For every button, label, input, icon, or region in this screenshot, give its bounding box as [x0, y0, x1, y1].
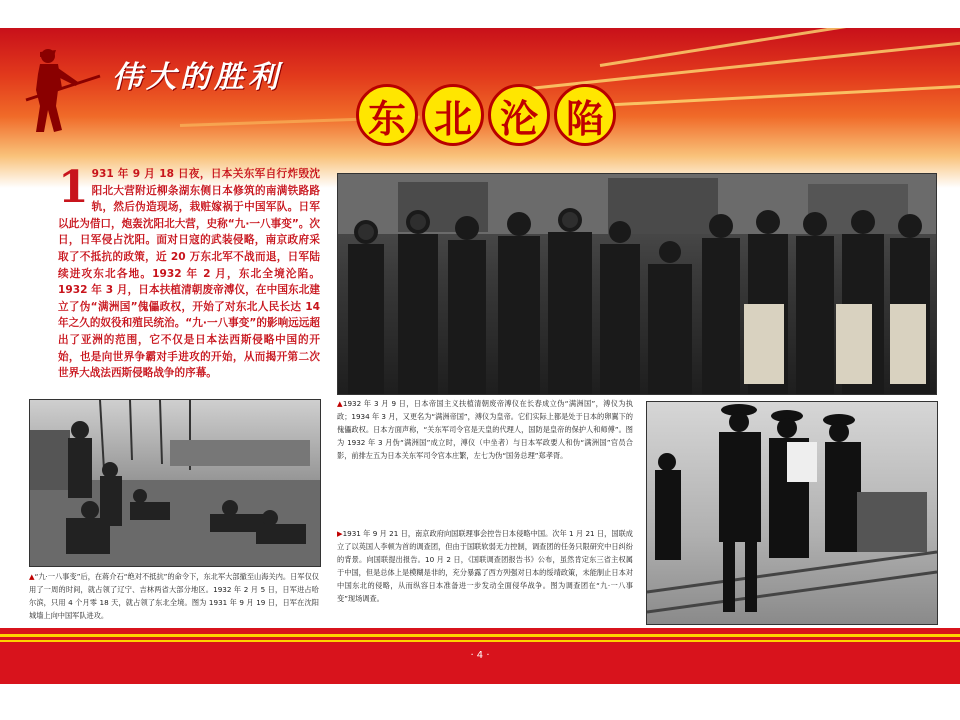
page-title — [356, 84, 616, 146]
caption-middle-bottom-text: 1931 年 9 月 21 日，南京政府向国联理事会控告日本侵略中国。次年 1 月 21 日，国联成立了以英国人李顿为首的调查团，但由于国联软弱无力控制，调查团的任务只限研究中日纠纷的背景。向国联提出报告。10 月 2 日，《国联调查团报告书》公布，虽然肯定东三省主权属于中国，但是总体上是模糊是非的，充分暴露了西方列强对日本的绥靖政策，未能制止日本对中国东北的侵略，从而纵容日本准备进一步发动全面侵华战争。图为调查团在“九·一八事变”现场调查。 — [337, 529, 633, 603]
battle-photo-figures — [30, 400, 320, 566]
caption-middle-top — [337, 397, 633, 462]
title-char: 东 — [356, 84, 418, 146]
slogan-calligraphy: 伟大的胜利 — [112, 60, 282, 95]
investigation-photo — [646, 401, 938, 625]
caption-middle-top-text: 1932 年 3 月 9 日，日本帝国主义扶植清朝废帝溥仪在长春成立伪“满洲国”，溥仪为执政；1934 年 3 月，又更名为“满洲帝国”，溥仪为皇帝。它们实际上都是处于日本的卵翼下的傀儡政权。日本方面声称，“关东军司令官是天皇的代理人，国防是皇帝的保护人和师傅”。图为 1932 年 3 月伪“满洲国”成立时，溥仪（中坐者）与日本军政要人和伪“满洲国”官员合影，前排左五为日本关东军司令官本庄繁，左七为伪“国务总理”郑孝胥。 — [337, 399, 633, 460]
footer-stripe — [0, 640, 960, 642]
group-photo-figures — [338, 174, 936, 394]
investigation-photo-figures — [647, 402, 937, 624]
intro-text: 931 年 9 月 18 日夜，日本关东军自行炸毁沈阳北大营附近柳条湖东侧日本修筑的南满铁路路轨，然后伪造现场，栽赃嫁祸于中国军队。日军以此为借口，炮轰沈阳北大营，史称“九·一八事变”。次日，日军侵占沈阳。面对日寇的武装侵略，南京政府采取了不抵抗的政策，近 20 万东北军不战而退，日军陆续进攻东北各地。1932 年 2 月，东北全境沦陷。1932 年 3 月，日本扶植清朝废帝溥仪，在中国东北建立了伪“满洲国”傀儡政权，开始了对东北人民长达 14 年之久的奴役和殖民统治。“九·一八事变”的影响远远超出了亚洲的范围，它不仅是日本法西斯侵略中国的开始，也是向世界争霸对手进攻的开始，从而揭开第二次世界大战法西斯侵略战争的序幕。 — [58, 168, 320, 380]
battle-photo — [29, 399, 321, 567]
group-photo — [337, 173, 937, 395]
title-char: 沦 — [488, 84, 550, 146]
caption-middle-bottom — [337, 527, 633, 605]
caption-triangle-icon: ▲ — [337, 399, 343, 408]
caption-left — [29, 570, 319, 622]
intro-paragraph — [58, 162, 320, 382]
title-char: 北 — [422, 84, 484, 146]
caption-triangle-icon: ▲ — [29, 572, 35, 581]
drop-cap: 1 — [58, 162, 89, 213]
footer-stripe — [0, 634, 960, 637]
page-number: · 4 · — [470, 650, 490, 661]
soldier-silhouette-icon — [22, 46, 102, 134]
caption-left-text: “九·一八事变”后，在蒋介石“绝对不抵抗”的命令下，东北军大部撤至山海关内。日军仅仅用了一周的时间，就占领了辽宁、吉林两省大部分地区。1932 年 2 月 5 日，日军进占哈尔滨，只用 4 个月零 18 天，就占领了东北全境。图为 1931 年 9 月 19 日，日军在沈阳城墙上向中国军队进攻。 — [29, 572, 319, 620]
title-char: 陷 — [554, 84, 616, 146]
caption-arrow-icon: ▶ — [337, 529, 343, 538]
